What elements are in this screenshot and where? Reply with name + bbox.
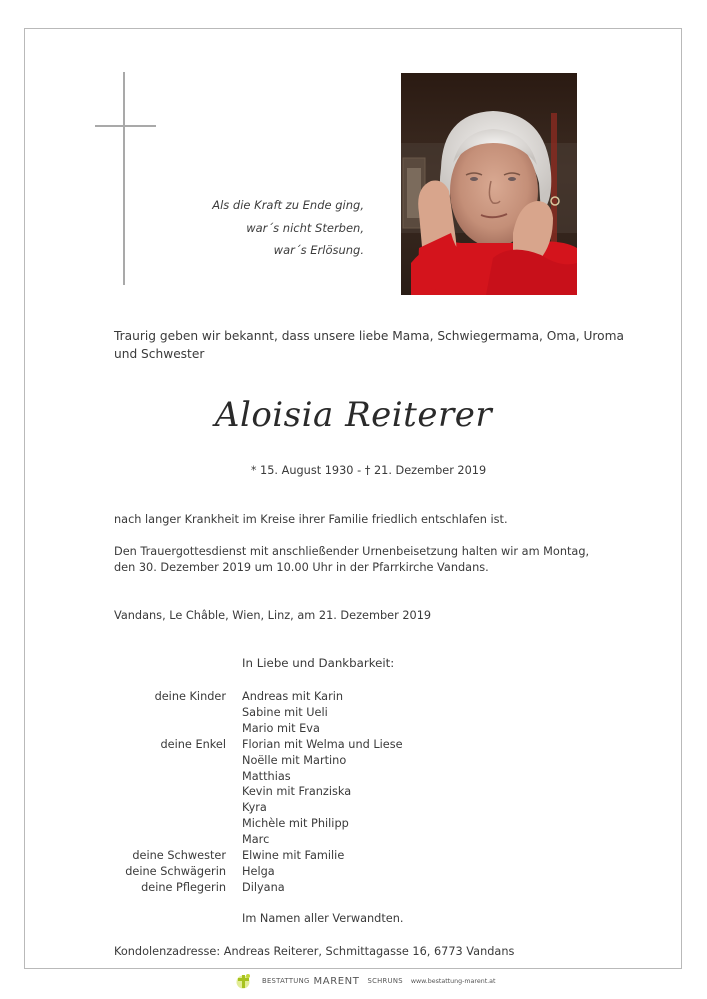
family-relation [114, 816, 226, 832]
family-member: Florian mit Welma und Liese [242, 737, 403, 751]
family-row [114, 753, 403, 769]
family-row [114, 880, 403, 896]
family-relation [114, 784, 226, 800]
quote-line-2: war´s nicht Sterben, [246, 220, 364, 235]
family-relation: deine Schwägerin [125, 864, 226, 878]
family-member: Dilyana [242, 880, 285, 894]
family-member: Sabine mit Ueli [242, 705, 328, 719]
family-relation: deine Enkel [160, 737, 226, 751]
family-member: Matthias [242, 769, 291, 783]
family-relation [114, 753, 226, 769]
quote-line-3: war´s Erlösung. [273, 243, 364, 257]
paragraph-passing: nach langer Krankheit im Kreise ihrer Familie friedlich entschlafen ist. [114, 513, 508, 526]
family-relation [114, 705, 226, 721]
footer-brand [236, 971, 496, 991]
family-row [114, 689, 403, 705]
family-row [114, 784, 403, 800]
family-relation [114, 832, 226, 848]
family-relation: deine Pflegerin [141, 880, 226, 894]
family-member: Helga [242, 864, 275, 878]
family-member: Mario mit Eva [242, 721, 320, 735]
life-dates: * 15. August 1930 - † 21. Dezember 2019 [250, 464, 487, 477]
family-member: Kevin mit Franziska [242, 785, 352, 799]
family-member: Michèle mit Philipp [242, 817, 349, 831]
closing-text: Im Namen aller Verwandten. [242, 912, 404, 925]
paragraph-service [114, 544, 589, 577]
family-relation: deine Schwester [132, 849, 226, 863]
family-row [114, 705, 403, 721]
place-date: Vandans, Le Châble, Wien, Linz, am 21. Dezember 2019 [114, 609, 432, 622]
paragraph-service-line-1: Den Trauergottesdienst mit anschließender Urnenbeisetzung halten wir am Montag, [114, 545, 590, 558]
cross-icon-vertical [123, 72, 125, 285]
family-relation [114, 769, 226, 785]
family-row [114, 864, 403, 880]
family-relation [114, 800, 226, 816]
family-row [114, 737, 403, 753]
paragraph-service-line-2: den 30. Dezember 2019 um 10.00 Uhr in der Pfarrkirche Vandans. [114, 561, 489, 575]
portrait-photo [401, 73, 577, 295]
intro-text: Traurig geben wir bekannt, dass unsere liebe Mama, Schwiegermama, Oma, Uroma und Schwester [114, 329, 624, 361]
quote-line-1: Als die Kraft zu Ende ging, [212, 198, 364, 212]
thanks-heading: In Liebe und Dankbarkeit: [242, 656, 395, 670]
family-row [114, 769, 403, 785]
family-row [114, 800, 403, 816]
family-member: Kyra [242, 801, 267, 815]
condolence-address: Kondolenzadresse: Andreas Reiterer, Schmittagasse 16, 6773 Vandans [114, 945, 515, 958]
family-member: Elwine mit Familie [242, 849, 345, 863]
family-relation: deine Kinder [154, 690, 226, 703]
family-member: Marc [242, 833, 270, 847]
quote [212, 194, 364, 262]
portrait-image [401, 73, 577, 295]
marent-logo-icon [236, 973, 252, 989]
family-row [114, 816, 403, 832]
family-row [114, 832, 403, 848]
cross-icon-horizontal [95, 125, 156, 127]
family-relation [114, 721, 226, 737]
footer-schruns: SCHRUNS [367, 977, 403, 985]
family-row [114, 848, 403, 864]
family-member: Andreas mit Karin [242, 690, 344, 703]
family-list [114, 689, 403, 896]
footer-bestattung: BESTATTUNG [262, 977, 310, 985]
family-member: Noëlle mit Martino [242, 753, 347, 767]
footer-marent: MARENT [313, 975, 360, 987]
footer-url[interactable]: www.bestattung-marent.at [410, 977, 496, 985]
family-row [114, 721, 403, 737]
deceased-name: Aloisia Reiterer [214, 395, 493, 435]
